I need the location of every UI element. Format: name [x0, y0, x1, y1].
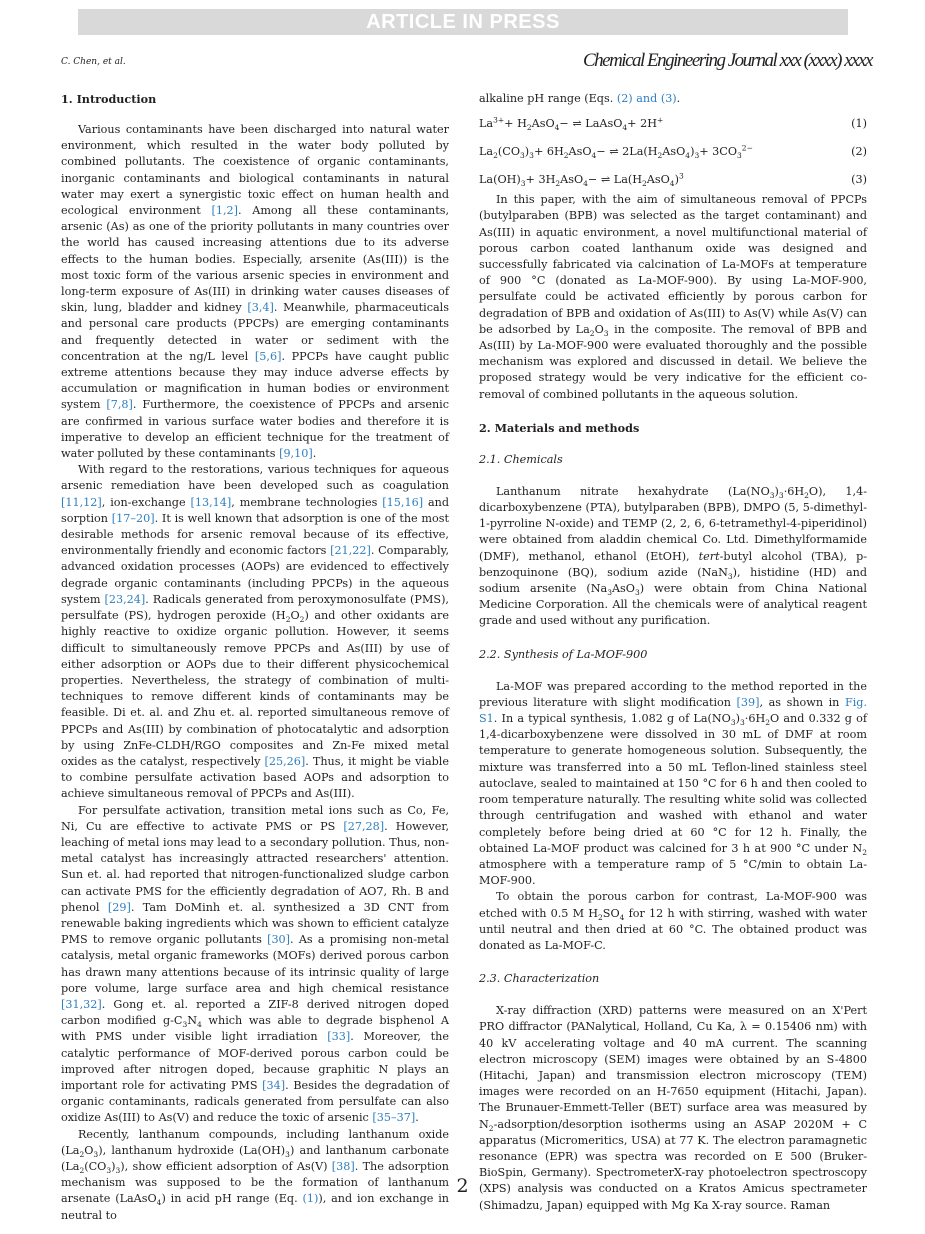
intro-paragraph-1: Various contaminants have been discharged into natural water environment, which resulted in the water body polluted by combined pollutants. The coexistence of organic contaminants, inorganic contaminants and biological contaminants in natural water may exert a synergistic toxic effect on human health and ecological environment [1,2]. Among all these contaminants, arsenic (As) as one of the priority pollutants in many countries over the world has caused increasing attentions due to its adverse effects to the human bodies. Especially, arsenite (As(III)) is the most toxic form of the various arsenic species in environment and long-term exposure of As(III) in drinking water causes diseases of skin, lung, bladder and kidney [3,4]. Meanwhile, pharmaceuticals and personal care products (PPCPs) are emerging contaminants and frequently detected in water or sediment with the concentration at the ng/L level [5,6]. PPCPs have caught public extreme attentions because they may induce adverse effects by accumulation or magnification in human bodies or environment system [7,8]. Furthermore, the coexistence of PPCPs and arsenic are confirmed in various surface water bodies and therefore it is imperative to develop an efficient technique for the treatment of water polluted by these contaminants [9,10]. [61, 123, 449, 461]
left-column [61, 91, 449, 1224]
citation-link[interactable]: [9,10] [279, 447, 313, 461]
section-heading-introduction: 1. Introduction [61, 92, 157, 106]
equation-link[interactable]: (1) [302, 1192, 319, 1206]
citation-link[interactable]: [7,8] [106, 398, 133, 412]
citation-link[interactable]: [15,16] [382, 495, 424, 509]
citation-link[interactable]: [30] [267, 933, 291, 947]
equation-link[interactable]: (2) and (3) [616, 92, 677, 105]
citation-link[interactable]: [27,28] [343, 819, 385, 833]
intro-paragraph-4: Recently, lanthanum compounds, including lanthanum oxide $(La_2O_3)$, lanthanum hydroxide $(La(OH)_3)$ and lanthanum carbonate $(La_2(CO_3)_3)$, show efficient adsorption of As(V) [38]. The adsorption mechanism was supposed to be the formation of lanthanum arsenate (LaAsO$_4$) in acid pH range (Eq. (1)), and ion exchange in neutral to [61, 1127, 449, 1222]
right-column [479, 91, 867, 1214]
citation-link[interactable]: [1,2] [211, 204, 239, 218]
intro-paragraph-2: With regard to the restorations, various techniques for aqueous arsenic remediation have been developed such as coagulation [11,12], ion-exchange [13,14], membrane technologies [15,16] and sorption [17–20]. It is well known that adsorption is one of the most desirable methods for arsenic removal because of its effective, environmentally friendly and economic factors [21,22]. Comparably, advanced oxidation processes (AOPs) are evidenced to effectively degrade organic contaminants (including PPCPs) in the aqueous system [23,24]. Radicals generated from peroxymonosulfate (PMS), persulfate (PS), hydrogen peroxide $(H_2O_2)$ and other oxidants are highly reactive to oxidize organic pollution. However, it seems difficult to simultaneously remove PPCPs and As(III) by use of either adsorption or AOPs due to their different physicochemical properties. Nevertheless, the strategy of combination of multi-techniques to remove different kinds of contaminants may be feasible. Di et. al. and Zhu et. al. reported simultaneous remove of PPCPs and As(III) by combination of photocatalytic and adsorption by using ZnFe-CLDH/RGO composites and Zn-Fe mixed metal oxides as the catalyst, respectively [25,26]. Thus, it might be viable to combine persulfate activation based AOPs and adsorption to achieve simultaneous removal of PPCPs and As(III). [61, 463, 450, 801]
citation-link[interactable]: [33] [327, 1030, 351, 1044]
equation-number: (1) [851, 117, 867, 131]
equation-number: (3) [851, 173, 867, 187]
running-header-authors: C. Chen, et al. [61, 57, 126, 67]
characterization-paragraph: X-ray diffraction (XRD) patterns were measured on an X'Pert PRO diffractor (PANalytical, Holland, Cu Ka, λ = 0.15406 nm) with 40 kV accelerating voltage and 40 mA current. The scanning electron microscopy (SEM) images were obtained by an S-4800 (Hitachi, Japan) and transmission electron microscopy (TEM) images were recorded on an H-7650 equipment (Hitachi, Japan). The Brunauer-Emmett-Teller (BET) surface area was measured by $N_2-adsorption$/desorption isotherms using an ASAP 2020M + C apparatus (Micromeritics, USA) at 77 K. The electron paramagnetic resonance (EPR) was spectra was recorded on E 500 (Bruker-BioSpin, Germany). SpectrometerX-ray photoelectron spectroscopy (XPS) analysis was conducted on a Kratos Amicus spectrameter (Shimadzu, Japan) equipped with Mg Ka X-ray source. Raman [479, 1004, 867, 1212]
equation-number: (2) [851, 145, 867, 159]
citation-link[interactable]: [35–37] [372, 1111, 416, 1125]
citation-link[interactable]: [11,12] [61, 495, 102, 509]
citation-link[interactable]: [34] [262, 1078, 286, 1092]
subsection-heading-chemicals: 2.1. Chemicals [479, 452, 563, 466]
subsection-heading-characterization: 2.3. Characterization [479, 972, 600, 986]
synthesis-paragraph-1: La-MOF was prepared according to the method reported in the previous literature with slight modification [39], as shown in Fig. S1. In a typical synthesis, 1.082 g of $La(NO_3)_3\cdot 6H_2O$ and 0.332 g of 1,4-dicarboxybenzene were dissolved in 30 mL of DMF at room temperature to generate homogeneous solution. Subsequently, the mixture was transferred into a 50 mL Teflon-lined stainless steel autoclave, sealed to maintained at 150 °C for 6 h and then cooled to room temperature naturally. The resulting white solid was collected through centrifugation and washed with ethanol and water completely before being dried at 60 °C for 12 h. Finally, the obtained La-MOF product was calcined for 3 h at 900 °C under $N_2$ atmosphere with a temperature ramp of 5 °C/min to obtain La-MOF-900. [479, 679, 867, 888]
citation-link[interactable]: [3,4] [247, 301, 274, 315]
citation-link[interactable]: [5,6] [254, 349, 282, 363]
equation-1: $La^{3+}+ H_2AsO_4-$ ⇌ LaAsO$_4$+ 2H+ (1) [479, 115, 867, 133]
synthesis-paragraph-2: To obtain the porous carbon for contrast, La-MOF-900 was etched with 0.5 M $H_2SO_4$ for 12 h with stirring, washed with water until neutral and then dried at 60 °C. The obtained product was donated as La-MOF-C. [479, 890, 868, 952]
citation-link[interactable]: [38] [331, 1160, 355, 1173]
section-heading-methods: 2. Materials and methods [479, 420, 640, 435]
citation-link[interactable]: [25,26] [264, 754, 306, 768]
equation-3: $La(OH)_3+ 3H_2AsO_4-$ ⇌ $La(H_2AsO_4)^3$ (3) [479, 171, 867, 189]
page-number: 2 [456, 1175, 469, 1197]
citation-link[interactable]: [29] [107, 900, 131, 914]
citation-link[interactable]: [23,24] [104, 592, 146, 606]
figure-link[interactable]: Fig. S1 [479, 695, 867, 726]
running-header-journal: Chemical Engineering Journal xxx (xxxx) xxxx [582, 50, 872, 71]
citation-link[interactable]: [39] [736, 695, 760, 709]
intro-paragraph-3: For persulfate activation, transition metal ions such as Co, Fe, Ni, Cu are effective to activate PMS or PS [27,28]. However, leaching of metal ions may lead to a secondary pollution. Thus, non-metal catalyst has increasingly attracted researchers' attention. Sun et. al. had reported that nitrogen-functionalized sludge carbon can activate PMS for the efficiently degradation of AO7, Rh. B and phenol [29]. Tam DoMinh et. al. synthesized a 3D CNT from renewable baking ingredients which was shown to efficient catalyze PMS to remove organic pollutants [30]. As a promising non-metal catalysis, metal organic frameworks (MOFs) derived porous carbon has drawn many attentions because of its intrinsic quality of large pore volume, large surface area and high chemical resistance [31,32]. Gong et. al. reported a ZIF-8 derived nitrogen doped carbon modified $g-C_3N_4$ which was able to degrade bisphenol A with PMS under visible light irradiation [33]. Moreover, the catalytic performance of MOF-derived porous carbon could be improved after nitrogen doped, because graphitic N plays an important role for activating PMS [34]. Besides the degradation of organic contaminants, radicals generated from persulfate can also oxidize As(III) to As(V) and reduce the toxic of arsenic [35–37]. [61, 803, 450, 1125]
citation-link[interactable]: [17–20] [111, 511, 155, 525]
chemicals-paragraph: Lanthanum nitrate hexahydrate $(La(NO_3)_3\cdot 6H_2O)$, 1,4-dicarboxybenzene (PTA), butylparaben (BPB), DMPO (5, 5-dimethyl-1-pyrroline N-oxide) and TEMP (2, 2, 6, 6-tetramethyl-4-piperidinol) were obtained from aladdin chemical Co. Ltd. Dimethylformamide (DMF), methanol, ethanol (EtOH), tert-butyl alcohol (TBA), p-benzoquinone (BQ), sodium azide (NaN$_3$), histidine (HD) and sodium arsenite $(Na_3AsO_3)$ were obtain from China National Medicine Corporation. All the chemicals were of analytical reagent grade and used without any purification. [479, 484, 868, 628]
equation-2: $La_2(CO_3)_3+ 6H_2AsO_4-$ ⇌ $2La(H_2AsO_4)_3+ 3CO_3^{2-}$ (2) [479, 143, 867, 161]
article-in-press-banner: ARTICLE IN PRESS [78, 9, 848, 35]
citation-link[interactable]: [21,22] [330, 544, 371, 558]
subsection-heading-synthesis: 2.2. Synthesis of La-MOF-900 [479, 647, 648, 661]
intro-paragraph-5: In this paper, with the aim of simultaneous removal of PPCPs (butylparaben (BPB) was selected as the target contaminant) and As(III) in aquatic environment, a novel multifunctional material of porous carbon coated lanthanum oxide was designed and successfully fabricated via calcination of La-MOFs at temperature of 900 °C (donated as La-MOF-900). By using La-MOF-900, persulfate could be activated efficiently by porous carbon for degradation of BPB and oxidation of As(III) to As(V) while As(V) can be adsorbed by $La_2O_3$ in the composite. The removal of BPB and As(III) by La-MOF-900 were evaluated thoroughly and the possible mechanism was explored and discussed in detail. We believe the proposed strategy would be very indicative for the efficient co-removal of combined pollutants in the aqueous solution. [479, 193, 867, 401]
continued-text: alkaline pH range (Eqs. (2) and (3). [479, 92, 681, 105]
citation-link[interactable]: [13,14] [190, 495, 232, 509]
citation-link[interactable]: [31,32] [61, 997, 102, 1011]
